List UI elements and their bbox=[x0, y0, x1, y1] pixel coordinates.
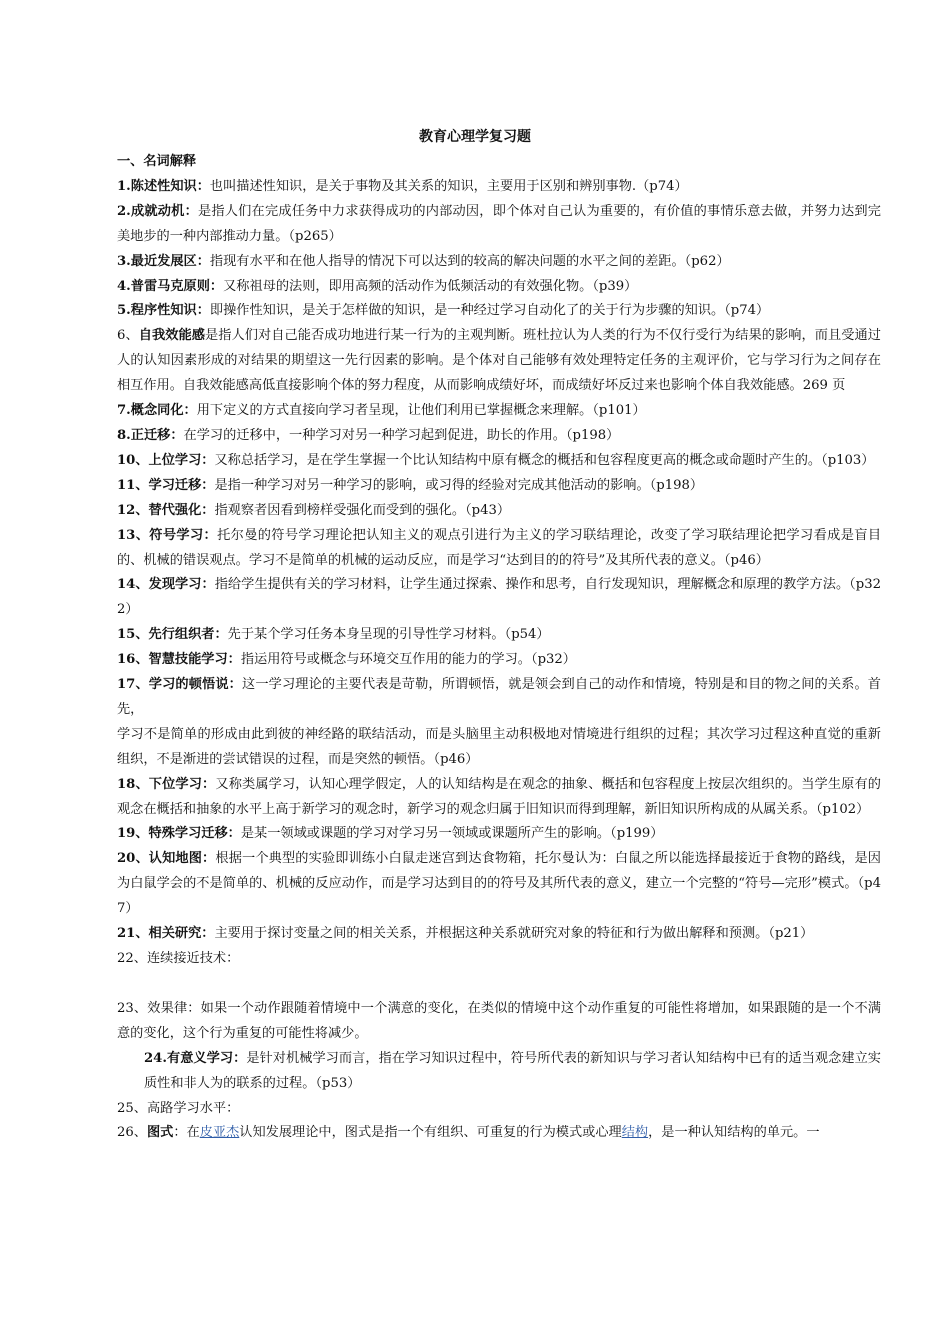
definition-text: 是某一领域或课题的学习对学习另一领域或课题所产生的影响。（p199） bbox=[240, 826, 664, 842]
term-label: 14、发现学习： bbox=[117, 577, 215, 593]
term-label: 18、下位学习： bbox=[117, 776, 216, 792]
definition-item bbox=[117, 847, 881, 922]
definition-text: 指给学生提供有关的学习材料，让学生通过探索、操作和思考，自行发现知识，理解概念和原理的教学方法。（p322） bbox=[117, 577, 881, 618]
definition-item bbox=[117, 524, 881, 574]
definition-item bbox=[117, 1121, 881, 1146]
term-label: 16、智慧技能学习： bbox=[117, 652, 241, 668]
item-number: 6、 bbox=[117, 328, 139, 344]
term-label: 8.正迁移： bbox=[117, 427, 184, 443]
definition-item bbox=[117, 175, 881, 200]
term-label: 17、学习的顿悟说： bbox=[117, 677, 242, 693]
term-label: 24.有意义学习： bbox=[144, 1050, 247, 1066]
term-label: 13、符号学习： bbox=[117, 527, 218, 543]
definition-item bbox=[117, 648, 881, 673]
definition-item bbox=[117, 399, 881, 424]
term-label: 自我效能感 bbox=[138, 328, 205, 344]
definition-text: 认知发展理论中，图式是指一个有组织、可重复的行为模式或心理 bbox=[239, 1125, 622, 1141]
definition-text: 托尔曼的符号学习理论把认知主义的观点引进行为主义的学习联结理论，改变了学习联结理论把学习看成是盲目的、机械的错误观点。学习不是简单的机械的运动反应，而是学习“达到目的的符号”及其所代表的意义。（p46） bbox=[117, 527, 882, 568]
page-title: 教育心理学复习题 bbox=[419, 129, 531, 145]
definition-text: ：在 bbox=[173, 1125, 200, 1141]
definition-text: 又称祖母的法则，即用高频的活动作为低频活动的有效强化物。（p39） bbox=[223, 278, 638, 294]
term-label: 7.概念同化： bbox=[117, 403, 197, 419]
definition-item bbox=[117, 922, 881, 947]
item-number: 26、 bbox=[117, 1125, 147, 1141]
definition-text: 是指人们对自己能否成功地进行某一行为的主观判断。班杜拉认为人类的行为不仅行受行为结果的影响，而且受通过人的认知因素形成的对结果的期望这一先行因素的影响。是个体对自己能够有效处理特定任务的主观评价，它与学习行为之间存在相互作用。自我效能感高低直接影响个体的努力程度，从而影响成绩好坏，而成绩好坏反过来也影响个体自我效能感。269 页 bbox=[117, 328, 881, 394]
term-label: 10、上位学习： bbox=[117, 452, 215, 468]
definition-text: 指运用符号或概念与环境交互作用的能力的学习。（p32） bbox=[240, 652, 576, 668]
definition-item bbox=[117, 573, 881, 623]
definition-item bbox=[117, 324, 881, 399]
definition-item bbox=[117, 275, 881, 300]
definition-text: 用下定义的方式直接向学习者呈现，让他们利用已掌握概念来理解。（p101） bbox=[196, 403, 646, 419]
definition-item bbox=[117, 250, 881, 275]
definition-item bbox=[117, 773, 881, 823]
definition-item bbox=[117, 623, 881, 648]
definition-text: 主要用于探讨变量之间的相关关系，并根据这种关系就研究对象的特征和行为做出解释和预测。（p21） bbox=[214, 926, 814, 942]
definition-item bbox=[117, 673, 881, 723]
definition-text: 是指人们在完成任务中力求获得成功的内部动因，即个体对自己认为重要的，有价值的事情乐意去做，并努力达到完美地步的一种内部推动力量。（p265） bbox=[117, 203, 881, 244]
definition-item: 23、效果律：如果一个动作跟随着情境中一个满意的变化，在类似的情境中这个动作重复的可能性将增加，如果跟随的是一个不满意的变化，这个行为重复的可能性将减少。 bbox=[117, 1000, 881, 1041]
definition-text: 先于某个学习任务本身呈现的引导性学习材料。（p54） bbox=[227, 627, 550, 643]
definition-text: ，是一种认知结构的单元。一 bbox=[648, 1125, 820, 1141]
term-label: 12、替代强化： bbox=[117, 502, 215, 518]
definition-item bbox=[117, 200, 881, 250]
definition-item: 22、连续接近技术： bbox=[117, 951, 240, 966]
term-label: 19、特殊学习迁移： bbox=[117, 826, 241, 842]
piaget-link[interactable]: 皮亚杰 bbox=[199, 1125, 240, 1141]
term-label: 3.最近发展区： bbox=[117, 253, 210, 269]
definition-text: 又称类属学习，认知心理学假定，人的认知结构是在观念的抽象、概括和包容程度上按层次组织的。当学生原有的观念在概括和抽象的水平上高于新学习的观念时，新学习的观念归属于旧知识而得到理解，新旧知识所构成的从属关系。（p102） bbox=[117, 776, 881, 817]
definition-item bbox=[117, 499, 881, 524]
section-heading: 一、名词解释 bbox=[117, 154, 197, 169]
term-label: 4.普雷马克原则： bbox=[117, 278, 224, 294]
structure-link[interactable]: 结构 bbox=[621, 1125, 649, 1141]
definition-item bbox=[117, 449, 881, 474]
definition-text: 即操作性知识，是关于怎样做的知识，是一种经过学习自动化了的关于行为步骤的知识。（p74） bbox=[209, 303, 770, 319]
definition-item bbox=[117, 474, 881, 499]
document-body bbox=[117, 150, 881, 1146]
term-label: 图式 bbox=[146, 1125, 174, 1141]
term-label: 2.成就动机： bbox=[117, 203, 198, 219]
definition-text: 指观察者因看到榜样受强化而受到的强化。（p43） bbox=[214, 502, 511, 518]
definition-text: 也叫描述性知识，是关于事物及其关系的知识，主要用于区别和辨别事物.（p74） bbox=[209, 178, 688, 194]
term-label: 11、学习迁移： bbox=[117, 477, 215, 493]
blank-line bbox=[117, 972, 881, 997]
definition-text: 在学习的迁移中，一种学习对另一种学习起到促进，助长的作用。（p198） bbox=[183, 427, 620, 443]
term-label: 15、先行组织者： bbox=[117, 627, 228, 643]
term-label: 1.陈述性知识： bbox=[117, 178, 210, 194]
definition-text: 这一学习理论的主要代表是苛勒，所谓顿悟，就是领会到自己的动作和情境，特别是和目的物之间的关系。首先， bbox=[117, 677, 881, 717]
definition-text: 指现有水平和在他人指导的情况下可以达到的较高的解决问题的水平之间的差距。（p62） bbox=[209, 253, 730, 269]
definition-text: 根据一个典型的实验即训练小白鼠走迷宫到达食物箱，托尔曼认为：白鼠之所以能选择最接近于食物的路线，是因为白鼠学会的不是简单的、机械的反应动作，而是学习达到目的的符号及其所代表的意义，建立一个完整的“符号—完形”模式。（p47） bbox=[117, 851, 881, 917]
definition-text: 是针对机械学习而言，指在学习知识过程中，符号所代表的新知识与学习者认知结构中已有的适当观念建立实质性和非人为的联系的过程。（p53） bbox=[144, 1050, 881, 1091]
definition-item bbox=[117, 1047, 881, 1097]
definition-text: 是指一种学习对另一种学习的影响，或习得的经验对完成其他活动的影响。（p198） bbox=[214, 477, 704, 493]
term-label: 21、相关研究： bbox=[117, 926, 215, 942]
definition-continuation: 学习不是简单的形成由此到彼的神经路的联结活动，而是头脑里主动积极地对情境进行组织的过程；其次学习过程这种直觉的重新组织，不是渐进的尝试错误的过程，而是突然的顿悟。（p46） bbox=[117, 726, 881, 767]
definition-item bbox=[117, 822, 881, 847]
definition-item: 25、高路学习水平： bbox=[117, 1100, 240, 1116]
term-label: 5.程序性知识： bbox=[117, 303, 210, 319]
definition-text: 又称总括学习，是在学生掌握一个比认知结构中原有概念的概括和包容程度更高的概念或命题时产生的。（p103） bbox=[214, 452, 875, 468]
definition-item bbox=[117, 424, 881, 449]
definition-item bbox=[117, 299, 881, 324]
term-label: 20、认知地图： bbox=[117, 851, 216, 867]
